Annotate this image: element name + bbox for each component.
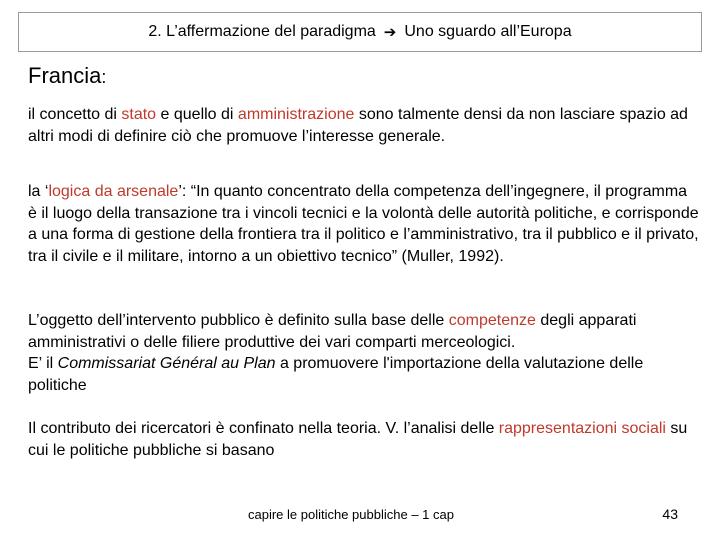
text-segment: su cui le politiche pubbliche si basano	[28, 420, 688, 459]
text-segment: il concetto di	[28, 106, 122, 123]
paragraph-stato	[28, 104, 700, 147]
paragraph-arsenale	[28, 181, 700, 267]
footer-caption: capire le politiche pubbliche – 1 cap	[248, 507, 454, 522]
text-segment: degli apparati amministrativi o delle filiere produttive dei vari comparti merceologici.	[28, 312, 637, 351]
highlight-rappresentazioni-sociali: rappresentazioni sociali	[498, 420, 666, 437]
right-arrow-icon: ➔	[383, 24, 397, 41]
highlight-stato: stato	[121, 106, 157, 123]
text-segment: e quello di	[156, 106, 238, 123]
highlight-competenze: competenze	[448, 312, 536, 329]
text-segment: sono talmente densi da non lasciare spazio ad altri modi di definire ciò che promuove l’interesse generale.	[28, 106, 688, 145]
slide-title	[28, 63, 106, 89]
italic-commissariat: Commissariat Général au Plan	[57, 355, 276, 372]
title-colon: :	[101, 67, 107, 87]
text-segment: Il contributo dei ricercatori è confinato nella teoria. V. l’analisi delle	[28, 420, 499, 437]
page-number: 43	[662, 506, 678, 522]
text-segment: la ‘	[28, 183, 49, 200]
header-left-text: 2. L’affermazione del paradigma	[148, 23, 376, 40]
highlight-amministrazione: amministrazione	[237, 106, 355, 123]
highlight-logica-arsenale: logica da arsenale	[48, 183, 179, 200]
paragraph-ricercatori	[28, 418, 700, 461]
paragraph-competenze	[28, 310, 700, 396]
text-segment: a promuovere l'importazione della valutazione delle politiche	[28, 355, 644, 394]
title-text: Francia	[28, 63, 102, 88]
text-segment: L’oggetto dell’intervento pubblico è definito sulla base delle	[28, 312, 449, 329]
text-segment: E’ il	[28, 355, 58, 372]
text-segment: ’: “In quanto concentrato della competenza dell’ingegnere, il programma è il luogo della transazione tra i vincoli tecnici e la volontà delle autorità politiche, e corrisponde a una forma di gestione della frontiera tra il politico e l’amministrativo, tra il pubblico e il privato, tra il civile e il militare, intorno a un obiettivo tecnico” (Muller, 1992).	[28, 183, 699, 265]
header-right-text: Uno sguardo all’Europa	[404, 23, 572, 40]
slide-header	[18, 12, 702, 52]
